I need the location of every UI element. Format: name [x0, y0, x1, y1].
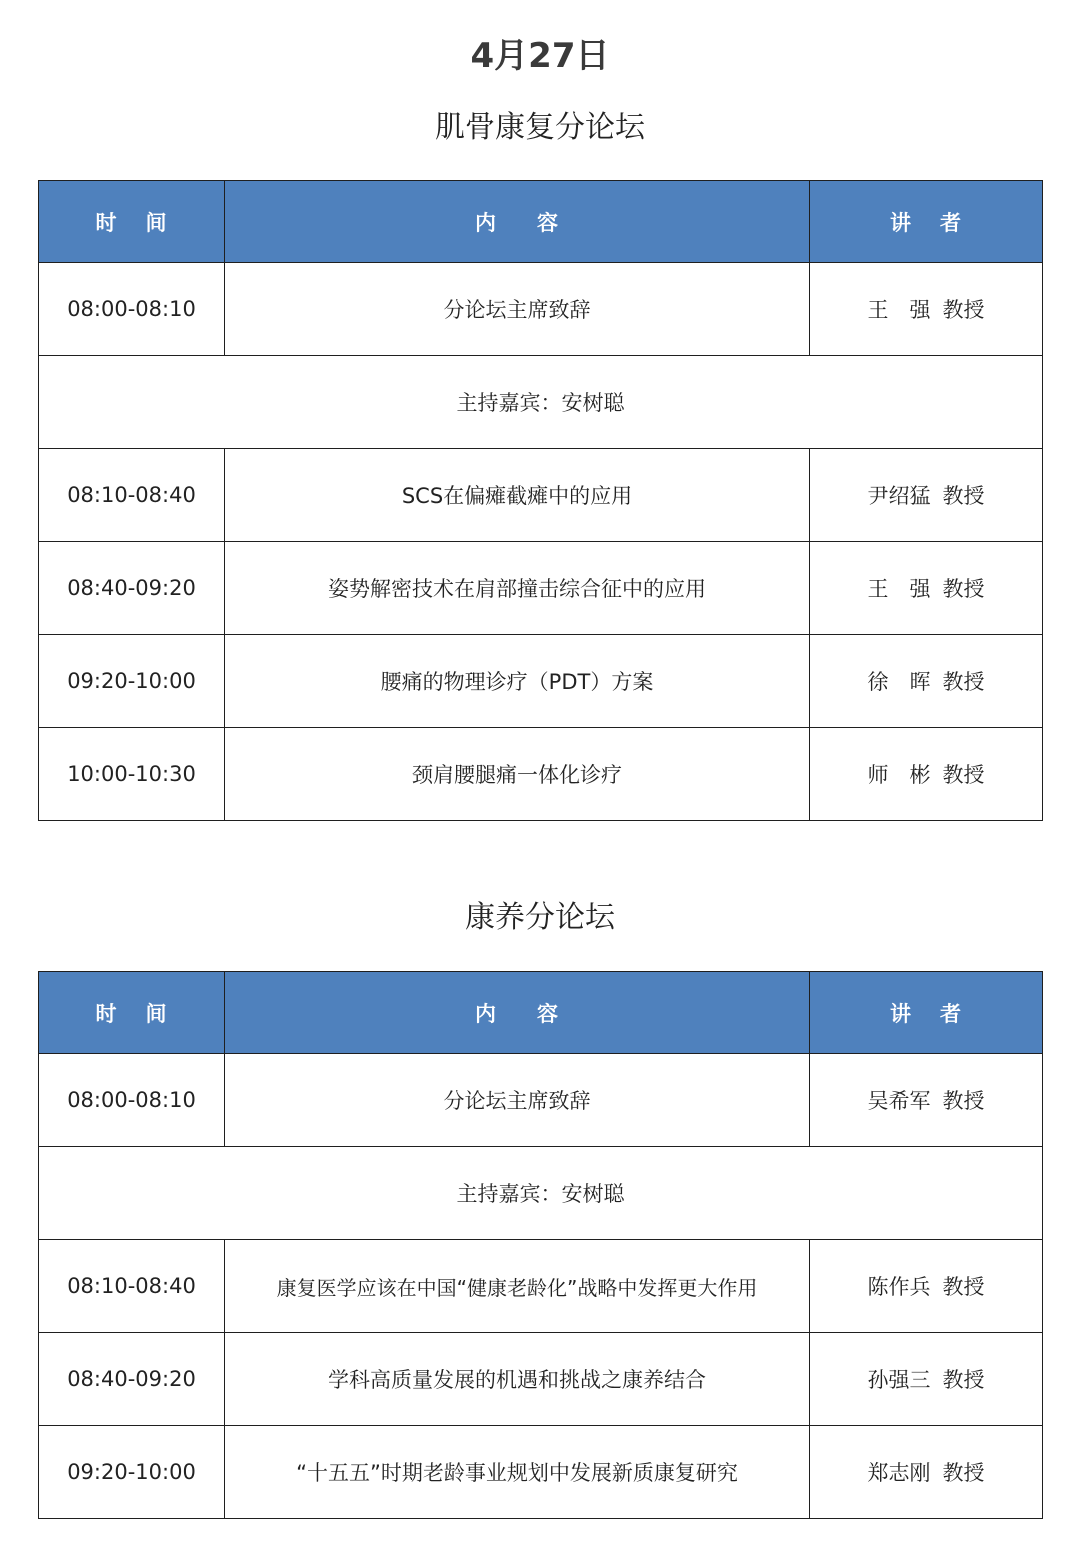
content-cell: 分论坛主席致辞	[225, 1054, 810, 1147]
speaker-cell	[810, 542, 1043, 635]
header-time-char-2: 间	[145, 1001, 168, 1026]
time-cell: 09:20-10:00	[39, 1426, 225, 1519]
content-cell: 康复医学应该在中国“健康老龄化”战略中发挥更大作用	[225, 1240, 810, 1333]
speaker-title: 教授	[942, 577, 985, 601]
header-speaker	[810, 181, 1043, 263]
time-cell: 08:10-08:40	[39, 1240, 225, 1333]
table-row	[39, 542, 1043, 635]
speaker-name: 孙强三	[867, 1368, 931, 1392]
header-speaker-char-1: 讲	[890, 1001, 912, 1026]
speaker-cell	[810, 449, 1043, 542]
forum-title-wellness: 康养分论坛	[465, 900, 615, 935]
header-content-char-1: 内	[475, 210, 497, 235]
header-time-char-2: 间	[145, 210, 168, 235]
table-row-host	[39, 1147, 1043, 1240]
header-content-char-2: 容	[537, 1001, 559, 1026]
forum-title-musculoskeletal: 肌骨康复分论坛	[435, 110, 645, 145]
content-cell: 学科高质量发展的机遇和挑战之康养结合	[225, 1333, 810, 1426]
speaker-title: 教授	[942, 1089, 985, 1113]
table-header-row	[39, 181, 1043, 263]
table-row	[39, 1054, 1043, 1147]
content-cell: SCS在偏瘫截瘫中的应用	[225, 449, 810, 542]
time-cell: 08:40-09:20	[39, 1333, 225, 1426]
header-content	[225, 972, 810, 1054]
speaker-name: 郑志刚	[867, 1461, 931, 1485]
header-content	[225, 181, 810, 263]
speaker-title: 教授	[942, 763, 985, 787]
speaker-name: 陈作兵	[867, 1275, 931, 1299]
content-cell: 分论坛主席致辞	[225, 263, 810, 356]
header-speaker-char-1: 讲	[890, 210, 912, 235]
table-row	[39, 728, 1043, 821]
header-speaker-char-2: 者	[940, 210, 962, 235]
table-row	[39, 1333, 1043, 1426]
speaker-name: 师 彬	[867, 763, 931, 787]
time-cell: 08:40-09:20	[39, 542, 225, 635]
table-row	[39, 1426, 1043, 1519]
speaker-title: 教授	[942, 484, 985, 508]
time-cell: 09:20-10:00	[39, 635, 225, 728]
header-speaker-char-2: 者	[940, 1001, 962, 1026]
speaker-cell	[810, 263, 1043, 356]
speaker-cell	[810, 1240, 1043, 1333]
header-content-char-2: 容	[537, 210, 559, 235]
schedule-table-musculoskeletal	[38, 180, 1043, 821]
header-time-char-1: 时	[95, 1001, 118, 1026]
speaker-name: 徐 晖	[867, 670, 931, 694]
speaker-name: 吴希军	[867, 1089, 931, 1113]
time-cell: 08:00-08:10	[39, 1054, 225, 1147]
speaker-cell	[810, 728, 1043, 821]
speaker-name: 王 强	[867, 298, 931, 322]
table-row	[39, 635, 1043, 728]
content-cell: 姿势解密技术在肩部撞击综合征中的应用	[225, 542, 810, 635]
speaker-title: 教授	[942, 1275, 985, 1299]
content-cell: “十五五”时期老龄事业规划中发展新质康复研究	[225, 1426, 810, 1519]
header-time	[39, 181, 225, 263]
time-cell: 08:10-08:40	[39, 449, 225, 542]
table-row	[39, 449, 1043, 542]
time-cell: 10:00-10:30	[39, 728, 225, 821]
speaker-cell	[810, 635, 1043, 728]
speaker-name: 尹绍猛	[867, 484, 931, 508]
speaker-title: 教授	[942, 670, 985, 694]
table-header-row	[39, 972, 1043, 1054]
speaker-title: 教授	[942, 298, 985, 322]
header-content-char-1: 内	[475, 1001, 497, 1026]
speaker-cell	[810, 1054, 1043, 1147]
table-row-host	[39, 356, 1043, 449]
speaker-title: 教授	[942, 1368, 985, 1392]
date-title: 4月27日	[470, 36, 610, 76]
table-row	[39, 263, 1043, 356]
time-cell: 08:00-08:10	[39, 263, 225, 356]
speaker-cell	[810, 1426, 1043, 1519]
content-cell: 颈肩腰腿痛一体化诊疗	[225, 728, 810, 821]
speaker-name: 王 强	[867, 577, 931, 601]
host-cell: 主持嘉宾：安树聪	[39, 1147, 1043, 1240]
header-speaker	[810, 972, 1043, 1054]
speaker-cell	[810, 1333, 1043, 1426]
content-cell: 腰痛的物理诊疗（PDT）方案	[225, 635, 810, 728]
header-time	[39, 972, 225, 1054]
header-time-char-1: 时	[95, 210, 118, 235]
schedule-table-wellness	[38, 971, 1043, 1519]
host-cell: 主持嘉宾：安树聪	[39, 356, 1043, 449]
table-row	[39, 1240, 1043, 1333]
speaker-title: 教授	[942, 1461, 985, 1485]
